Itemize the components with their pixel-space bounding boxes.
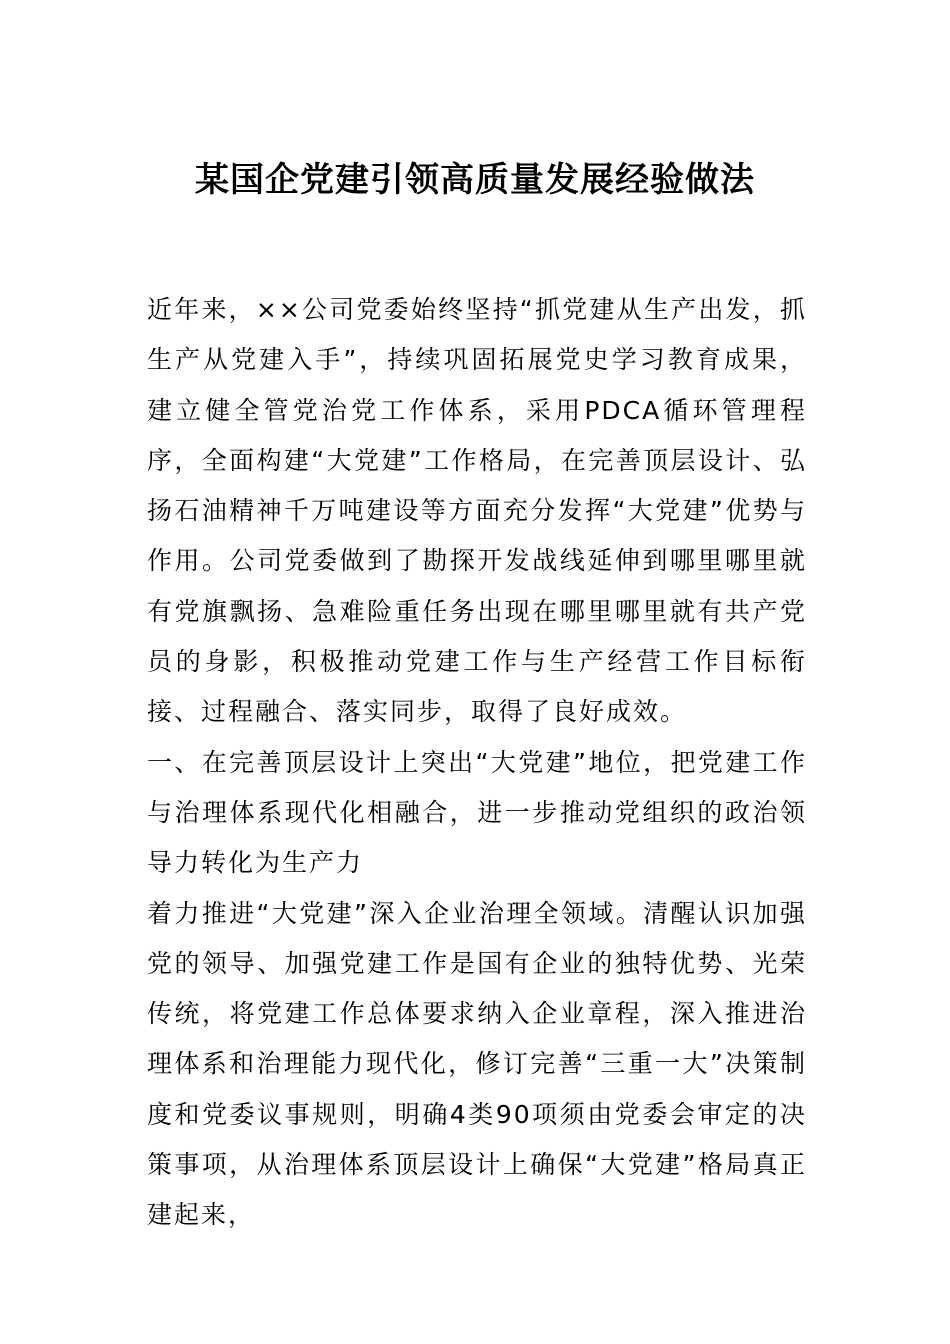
section-heading-1: 一、在完善顶层设计上突出“大党建”地位，把党建工作与治理体系现代化相融合，进一步推动党组织的政治领导力转化为生产力 [147, 747, 807, 878]
paragraph-section-1: 着力推进“大党建”深入企业治理全领域。清醒认识加强党的领导、加强党建工作是国有企业的独特优势、光荣传统，将党建工作总体要求纳入企业章程，深入推进治理体系和治理能力现代化，修订完善“三重一大”决策制度和党委议事规则，明确4类90项须由党委会审定的决策事项，从治理体系顶层设计上确保“大党建”格局真正建起来， [147, 898, 807, 1230]
document-body [147, 285, 807, 1241]
paragraph-intro: 近年来，××公司党委始终坚持“抓党建从生产出发，抓生产从党建入手”，持续巩固拓展党史学习教育成果，建立健全管党治党工作体系，采用PDCA循环管理程序，全面构建“大党建”工作格局，在完善顶层设计、弘扬石油精神千万吨建设等方面充分发挥“大党建”优势与作用。公司党委做到了勘探开发战线延伸到哪里哪里就有党旗飘扬、急难险重任务出现在哪里哪里就有共产党员的身影，积极推动党建工作与生产经营工作目标衔接、过程融合、落实同步，取得了良好成效。 [147, 295, 807, 727]
document-title: 某国企党建引领高质量发展经验做法 [195, 160, 755, 200]
